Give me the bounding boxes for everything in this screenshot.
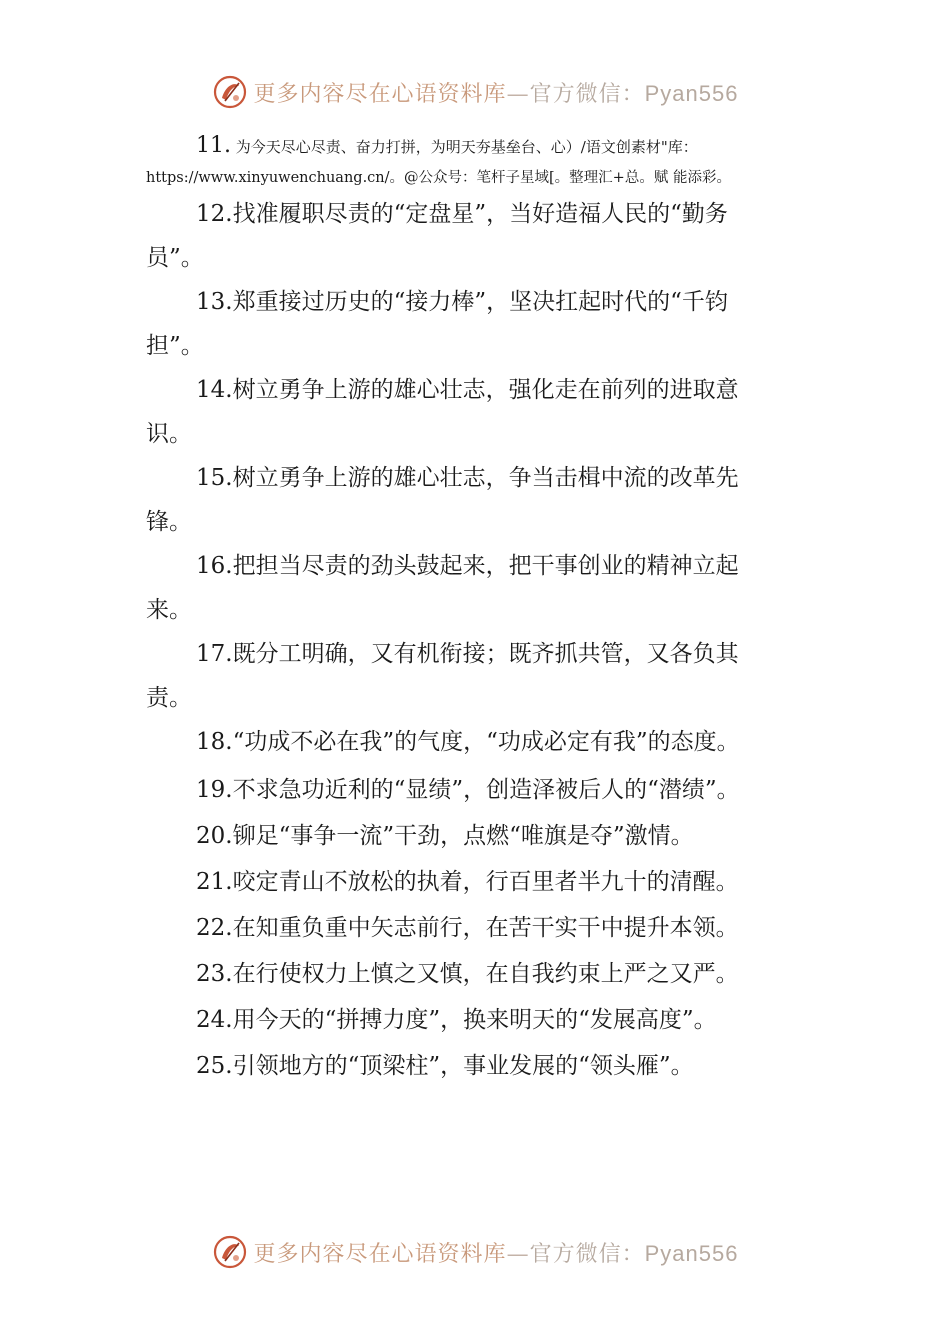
list-item-11-line2: https://www.xinyuwenchuang.cn/。@公众号：笔杆子星域[。整理汇+总。赋 能添彩。	[146, 170, 731, 186]
header-banner	[0, 70, 950, 114]
list-item-text: 14.树立勇争上游的雄心壮志，强化走在前列的进取意	[196, 377, 739, 403]
list-item-17	[146, 632, 816, 720]
banner-text	[254, 1237, 739, 1268]
list-item-14	[146, 368, 816, 456]
list-item-19	[146, 768, 816, 812]
banner-text	[254, 77, 739, 108]
banner-contact: 官方微信：	[529, 81, 645, 107]
list-item-20	[146, 814, 816, 858]
list-item-continuation: 来。	[146, 597, 192, 623]
list-item-continuation: 担”。	[146, 333, 204, 359]
banner-wechat-id: Pyan556	[644, 1240, 739, 1266]
list-item-22	[146, 906, 816, 950]
banner-main: 更多内容尽在心语资料库	[253, 1241, 507, 1267]
list-item-11-text: 为今天尽心尽责、奋力打拼，为明天夯基垒台、心）/语文创素材"库：	[235, 138, 698, 156]
list-item-continuation: 责。	[146, 685, 192, 711]
list-item-11	[146, 128, 826, 192]
list-item-13	[146, 280, 816, 368]
list-item-23	[146, 952, 816, 996]
list-item-25	[146, 1044, 816, 1088]
list-item-text: 21.咬定青山不放松的执着，行百里者半九十的清醒。	[196, 869, 739, 895]
list-item-text: 22.在知重负重中矢志前行，在苦干实干中提升本领。	[196, 915, 739, 941]
list-item-text: 15.树立勇争上游的雄心壮志，争当击楫中流的改革先	[196, 465, 739, 491]
list-item-text: 19.不求急功近利的“显绩”，创造泽被后人的“潜绩”。	[196, 777, 740, 803]
list-item-text: 12.找准履职尽责的“定盘星”，当好造福人民的“勤务	[196, 201, 728, 227]
banner-main: 更多内容尽在心语资料库	[253, 81, 507, 107]
banner-dash: —	[506, 81, 530, 107]
list-item-text: 20.铆足“事争一流”干劲，点燃“唯旗是夺”激情。	[196, 823, 694, 849]
list-item-11-number: 11.	[196, 133, 231, 158]
list-item-12	[146, 192, 816, 280]
banner-wechat-id: Pyan556	[644, 80, 739, 106]
list-item-text: 18.“功成不必在我”的气度，“功成必定有我”的态度。	[196, 729, 740, 755]
list-item-18	[146, 720, 816, 764]
list-item-11-line1	[146, 128, 826, 164]
list-item-16	[146, 544, 816, 632]
banner-dash: —	[506, 1241, 530, 1267]
list-item-continuation: 锋。	[146, 509, 192, 535]
list-item-15	[146, 456, 816, 544]
footer-banner	[0, 1230, 950, 1274]
banner-contact: 官方微信：	[529, 1241, 645, 1267]
list-item-text: 13.郑重接过历史的“接力棒”，坚决扛起时代的“千钧	[196, 289, 728, 315]
list-item-text: 23.在行使权力上慎之又慎，在自我约束上严之又严。	[196, 961, 739, 987]
list-item-21	[146, 860, 816, 904]
logo-icon	[212, 74, 248, 110]
list-item-24	[146, 998, 816, 1042]
list-item-text: 17.既分工明确，又有机衔接；既齐抓共管，又各负其	[196, 641, 739, 667]
list-item-text: 24.用今天的“拼搏力度”，换来明天的“发展高度”。	[196, 1007, 717, 1033]
list-item-text: 25.引领地方的“顶梁柱”，事业发展的“领头雁”。	[196, 1053, 694, 1079]
list-item-continuation: 员”。	[146, 245, 204, 271]
logo-icon	[212, 1234, 248, 1270]
list-item-text: 16.把担当尽责的劲头鼓起来，把干事创业的精神立起	[196, 553, 739, 579]
list-item-continuation: 识。	[146, 421, 192, 447]
